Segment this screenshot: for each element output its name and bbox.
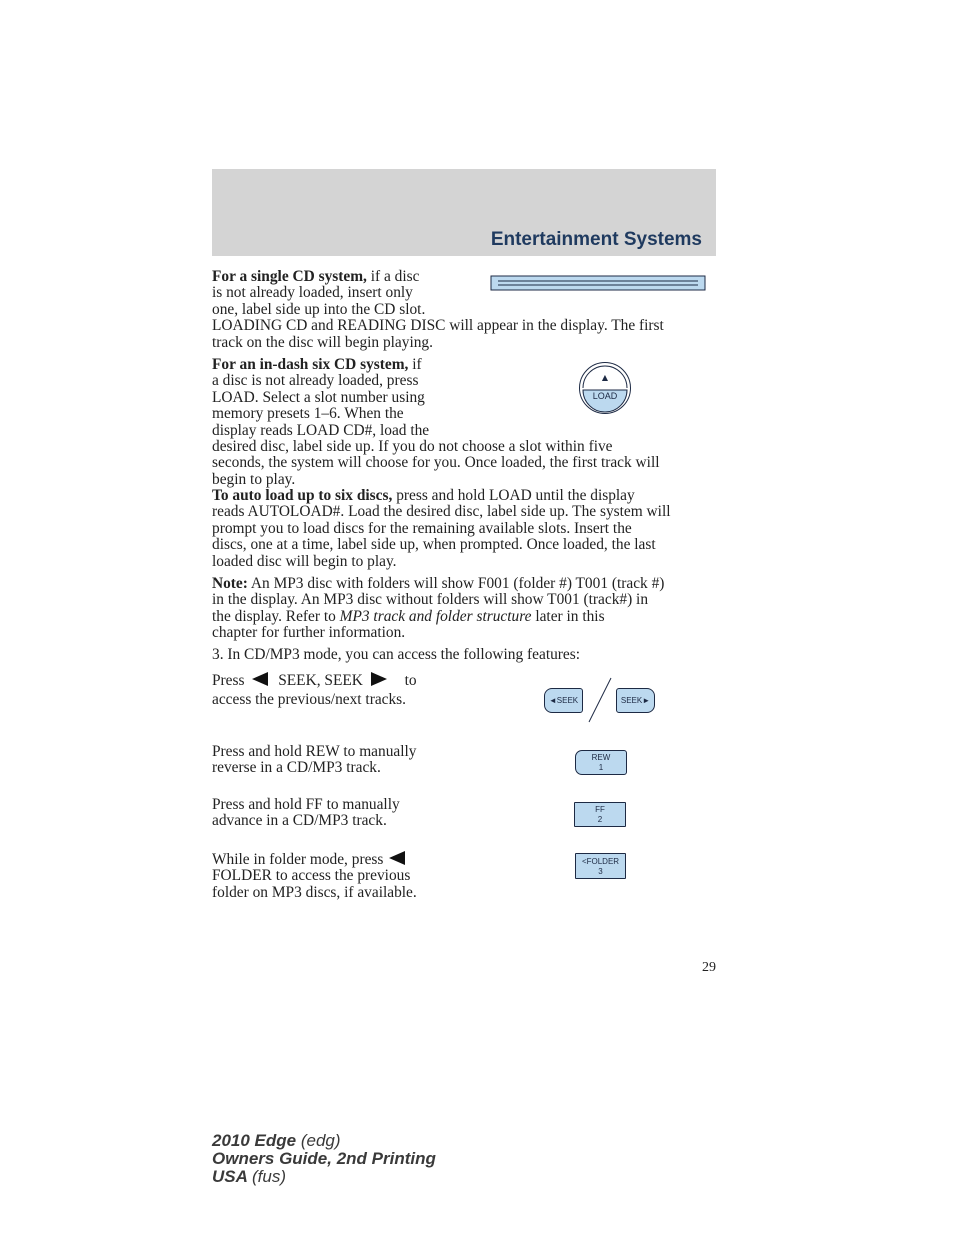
rew-button [575, 750, 627, 775]
note-line: later in this [535, 607, 605, 625]
folder-text: While in folder mode, press [212, 851, 384, 868]
ff-button-label: FF [595, 805, 605, 814]
features-intro: 3. In CD/MP3 mode, you can access the following features: [212, 646, 581, 663]
section-title: Entertainment Systems [490, 229, 702, 250]
rew-button-number: 1 [598, 763, 604, 772]
six-cd-line: display reads LOAD CD#, load the [212, 421, 430, 439]
six-cd-line: LOAD. Select a slot number using [212, 388, 425, 406]
six-cd-line: memory presets 1–6. When the [212, 405, 404, 423]
auto-load-line: prompt you to load discs for the remaining available slots. Insert the [212, 519, 632, 537]
single-cd-lead: For a single CD system, [212, 268, 367, 285]
rew-button-label: REW [591, 753, 611, 762]
six-cd-paragraph [212, 357, 732, 488]
six-cd-line: if [412, 356, 422, 373]
ff-text: Press and hold FF to manually [212, 796, 400, 813]
page-number: 29 [702, 960, 716, 975]
rew-text: reverse in a CD/MP3 track. [212, 759, 381, 777]
cd-slot-icon [490, 275, 708, 293]
auto-load-line: discs, one at a time, label side up, when prompted. Once loaded, the last [212, 536, 656, 554]
folder-paragraph [212, 851, 472, 901]
six-cd-line: seconds, the system will choose for you. Once loaded, the first track will [212, 454, 660, 472]
seek-paragraph [212, 672, 472, 709]
six-cd-line: a disc is not already loaded, press [212, 372, 419, 390]
rew-text: Press and hold REW to manually [212, 743, 417, 760]
next-arrow-icon [371, 672, 387, 686]
guide-footer [212, 1132, 532, 1186]
divider-slash [586, 676, 614, 724]
previous-folder-arrow-icon [389, 851, 405, 865]
folder-button [575, 853, 626, 879]
previous-arrow-icon [252, 672, 268, 686]
note-lead: Note: [212, 575, 248, 592]
seek-text: to [404, 672, 417, 689]
single-cd-line: track on the disc will begin playing. [212, 333, 433, 351]
note-line: the display. Refer to [212, 607, 336, 625]
ff-paragraph [212, 797, 472, 830]
note-paragraph [212, 576, 732, 642]
folder-text: folder on MP3 discs, if available. [212, 883, 417, 901]
note-line: in the display. An MP3 disc without folders will show T001 (track#) in [212, 591, 649, 609]
folder-button-label: <FOLDER [581, 857, 620, 866]
section-header-band [212, 169, 716, 256]
load-button-icon [577, 361, 633, 415]
folder-text: FOLDER to access the previous [212, 867, 411, 885]
eject-arrow-icon: ▲ [601, 373, 609, 382]
footer-model: 2010 Edge [212, 1131, 297, 1150]
footer-model-code: (edg) [300, 1131, 341, 1150]
ff-button [574, 802, 626, 827]
auto-load-line: reads AUTOLOAD#. Load the desired disc, label side up. The system will [212, 503, 671, 521]
footer-market: USA [212, 1167, 248, 1186]
seek-text: access the previous/next tracks. [212, 691, 407, 709]
seek-previous-button: ◄SEEK [544, 688, 583, 713]
footer-edition: Owners Guide, 2nd Printing [212, 1149, 436, 1168]
single-cd-line: LOADING CD and READING DISC will appear in the display. The first [212, 317, 664, 335]
ff-button-number: 2 [597, 815, 603, 824]
single-cd-line: one, label side up into the CD slot. [212, 300, 426, 318]
note-line: An MP3 disc with folders will show F001 (folder #) T001 (track #) [250, 575, 665, 592]
note-line: chapter for further information. [212, 624, 406, 642]
footer-market-code: (fus) [252, 1167, 286, 1186]
ff-text: advance in a CD/MP3 track. [212, 812, 387, 830]
seek-next-button: SEEK► [616, 688, 655, 713]
single-cd-line: if a disc [370, 268, 420, 285]
auto-load-line: press and hold LOAD until the display [396, 487, 635, 504]
seek-text: Press [212, 672, 245, 689]
rew-paragraph [212, 744, 472, 777]
six-cd-line: begin to play. [212, 470, 296, 488]
single-cd-line: is not already loaded, insert only [212, 284, 413, 302]
auto-load-line: loaded disc will begin to play. [212, 552, 397, 570]
load-button-label: LOAD [592, 391, 618, 401]
seek-text: SEEK, SEEK [278, 672, 363, 689]
mp3-structure-reference: MP3 track and folder structure [339, 607, 532, 625]
auto-load-paragraph [212, 488, 732, 570]
six-cd-lead: For an in-dash six CD system, [212, 356, 409, 373]
folder-button-number: 3 [598, 867, 603, 876]
auto-load-lead: To auto load up to six discs, [212, 487, 393, 504]
six-cd-line: desired disc, label side up. If you do not choose a slot within five [212, 438, 613, 456]
